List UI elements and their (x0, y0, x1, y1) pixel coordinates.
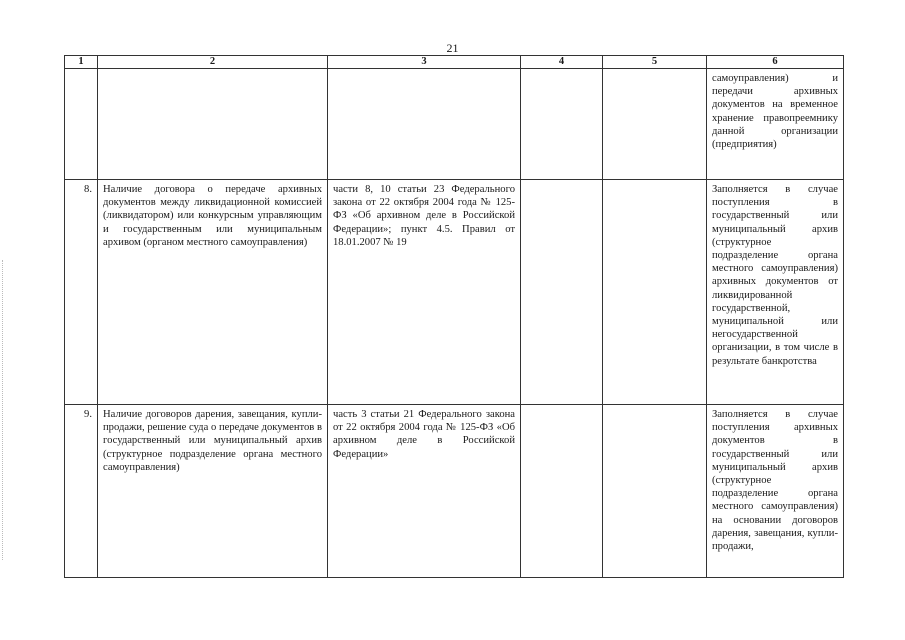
column-5-cell (603, 69, 707, 180)
column-header-1: 1 (65, 56, 98, 69)
requirement-text: Наличие договоров дарения, завещания, купли-продажи, решение суда о передаче документов в государственный или муниципальный архив (структурное подразделение органа местного самоуправления) (98, 405, 328, 578)
column-5-cell (603, 405, 707, 578)
legal-reference (328, 69, 521, 180)
legal-reference: часть 3 статьи 21 Федерального закона от 22 октября 2004 года № 125-ФЗ «Об архивном деле в Российской Федерации» (328, 405, 521, 578)
column-4-cell (521, 180, 603, 405)
column-header-2: 2 (98, 56, 328, 69)
table-row-8 (65, 180, 844, 405)
legal-reference: части 8, 10 статьи 23 Федерального закона от 22 октября 2004 года № 125-ФЗ «Об архивном деле в Российской Федерации»; пункт 4.5. Правил от 18.01.2007 № 19 (328, 180, 521, 405)
row-number: 9. (65, 405, 98, 578)
table-header-row (65, 56, 844, 69)
scan-edge-marks (2, 260, 5, 560)
page-number: 21 (446, 41, 459, 55)
requirement-text (98, 69, 328, 180)
requirements-table (64, 55, 844, 578)
requirement-text: Наличие договора о передаче архивных документов между ликвидационной комиссией (ликвидатором) или конкурсным управляющим и государственным или муниципальным архивом (органом местного самоуправления) (98, 180, 328, 405)
column-4-cell (521, 69, 603, 180)
column-header-6: 6 (707, 56, 844, 69)
column-header-4: 4 (521, 56, 603, 69)
row-number (65, 69, 98, 180)
note-text: самоуправления) и передачи архивных документов на временное хранение правопреемнику данной организации (предприятия) (707, 69, 844, 180)
column-4-cell (521, 405, 603, 578)
row-number: 8. (65, 180, 98, 405)
table-row-9 (65, 405, 844, 578)
table-row-continuation (65, 69, 844, 180)
note-text: Заполняется в случае поступления архивных документов в государственный или муниципальный архив (структурное подразделение органа местного самоуправления) на основании договоров дарения, завещания, купли-продажи, (707, 405, 844, 578)
column-header-3: 3 (328, 56, 521, 69)
note-text: Заполняется в случае поступления в государственный или муниципальный архив (структурное подразделение органа местного самоуправления) архивных документов от ликвидированной государственной, муниципальной или негосударственной организации, в том числе в результате банкротства (707, 180, 844, 405)
column-5-cell (603, 180, 707, 405)
column-header-5: 5 (603, 56, 707, 69)
